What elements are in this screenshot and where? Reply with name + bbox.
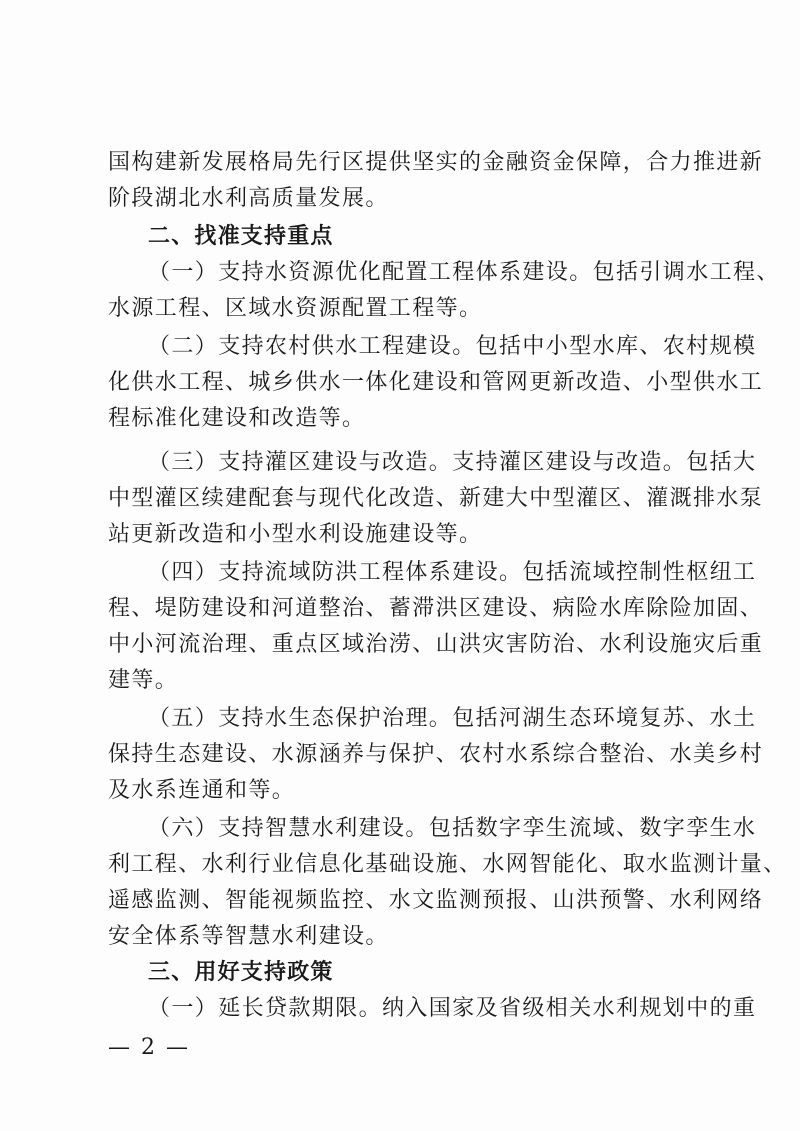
text-line: （二）支持农村供水工程建设。包括中小型水库、农村规模 (148, 334, 757, 359)
text-line: 利工程、水利行业信息化基础设施、水网智能化、取水监测计量、 (108, 852, 787, 877)
text-line: 遥感监测、智能视频监控、水文监测预报、山洪预警、水利网络 (108, 888, 764, 913)
text-line: 站更新改造和小型水利设施建设等。 (108, 522, 483, 547)
text-line: 中小河流治理、重点区域治涝、山洪灾害防治、水利设施灾后重 (108, 632, 764, 657)
text-line: 及水系连通和等。 (108, 778, 296, 803)
text-line: 建等。 (108, 668, 179, 693)
text-line: 国构建新发展格局先行区提供坚实的金融资金保障，合力推进新 (108, 150, 764, 175)
text-line: （五）支持水生态保护治理。包括河湖生态环境复苏、水土 (148, 706, 757, 731)
text-line: 水源工程、区域水资源配置工程等。 (108, 296, 483, 321)
text-line: （六）支持智慧水利建设。包括数字孪生流域、数字孪生水 (148, 816, 757, 841)
text-line: 程、堤防建设和河道整治、蓄滞洪区建设、病险水库除险加固、 (108, 596, 764, 621)
text-line: （三）支持灌区建设与改造。支持灌区建设与改造。包括大 (148, 450, 757, 475)
page-number: — 2 — (108, 1035, 190, 1060)
text-line: 中型灌区续建配套与现代化改造、新建大中型灌区、灌溉排水泵 (108, 486, 764, 511)
text-line: 保持生态建设、水源涵养与保护、农村水系综合整治、水美乡村 (108, 742, 764, 767)
text-line: （一）延长贷款期限。纳入国家及省级相关水利规划中的重 (148, 996, 757, 1021)
section-heading: 三、用好支持政策 (148, 960, 334, 985)
text-line: 阶段湖北水利高质量发展。 (108, 186, 389, 211)
text-line: （一）支持水资源优化配置工程体系建设。包括引调水工程、 (148, 260, 780, 285)
text-line: 化供水工程、城乡供水一体化建设和管网更新改造、小型供水工 (108, 370, 764, 395)
text-line: （四）支持流域防洪工程体系建设。包括流域控制性枢纽工 (148, 560, 757, 585)
section-heading: 二、找准支持重点 (148, 224, 334, 249)
text-line: 安全体系等智慧水利建设。 (108, 924, 389, 949)
text-line: 程标准化建设和改造等。 (108, 406, 366, 431)
